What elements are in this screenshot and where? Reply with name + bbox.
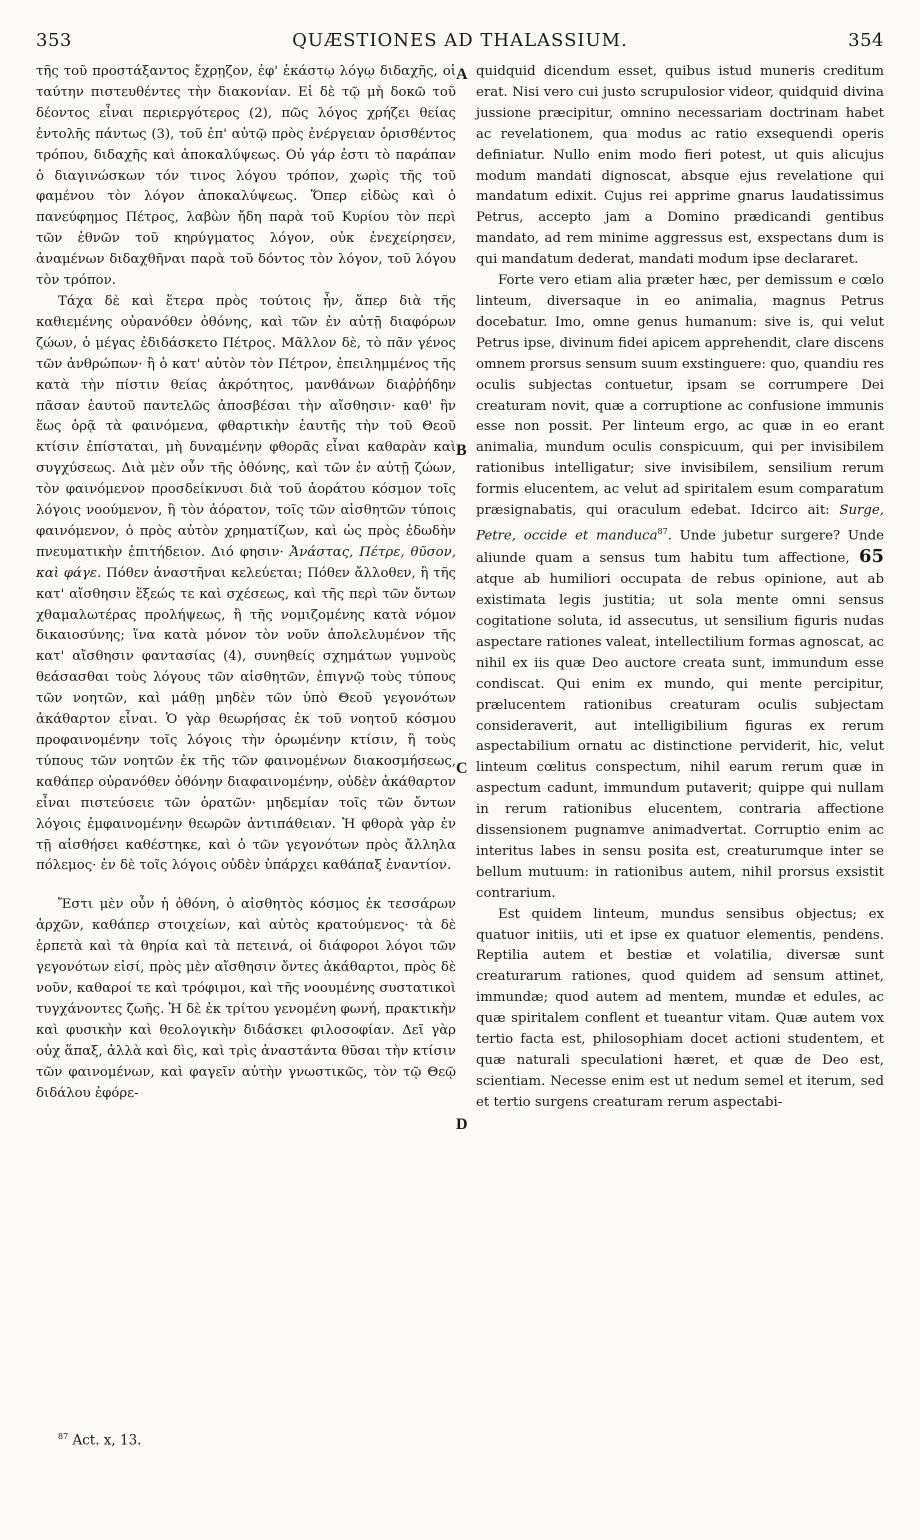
- column-number: 65: [858, 546, 884, 568]
- column-marker-d: D: [456, 1116, 468, 1133]
- running-header: [36, 30, 884, 56]
- greek-text: Πόθεν ἀναστῆναι κελεύεται; Πόθεν ἄλλοθεν, ἢ τῆς κατ' αἴσθησιν ἕξεώς τε καὶ σχέσεως, καὶ τῆς περὶ τῶν ὄντων χθαμαλωτέρας προλήψεως, ἢ τῆς νομιζομένης κατὰ νόμον δικαιοσύνης; ἵνα κατὰ μόνον τὸν νοῦν ἀπολελυμένον τῆς κατ' αἴσθησιν φαντασίας (4), συνηθείς σχημάτων γυμνοὺς θεάσασθαι τοὺς λόγους τῶν αἰσθητῶν, ἐπιγνῷ τοὺς τύπους τῶν νοητῶν, καὶ μάθῃ μηδὲν τῶν ὑπὸ Θεοῦ γεγονότων ἀκάθαρτον εἶναι. Ὁ γὰρ θεωρήσας ἐκ τοῦ νοητοῦ κόσμου προφαινομένην τοῖς λόγοις τὴν ὁρωμένην κτίσιν, ἢ τοὺς τύπους τῶν νοητῶν ἐκ τῆς τῶν φαινομένων διακοσμήσεως, καθάπερ οὐρανόθεν ὀθόνην διαφαινομένην, οὐδὲν ἀκάθαρτον εἶναι πιστεύσειε τῶν ὁρατῶν· μηδεμίαν τοῖς τῶν ὄντων λόγοις ἐμφαινομένην θεωρῶν ἀντιπάθειαν. Ἡ φθορὰ γὰρ ἐν τῇ αἰσθήσει καθέστηκε, καὶ ὁ τῶν γεγονότων πρὸς ἄλληλα πόλεμος· ἐν δὲ τοῖς λόγοις οὐδὲν ὑπάρχει καθάπαξ ἐναντίον.: [36, 565, 457, 874]
- footnote-number: 87: [58, 1432, 69, 1441]
- latin-text: Forte vero etiam alia præter hæc, per demissum e cœlo linteum, diversaque in eo animalia, magnus Petrus docebatur. Imo, omne genus humanum: sive is, qui velut Petrus ipse, divinum fidei apicem apprehendit, clare discens omnem prorsus sensum suum exstinguere: quo, quandiu res oculis subjectas contuetur, ipsam se corrumpere Dei creaturam novit, quæ a corruptione ac confusione immunis esse non possit. Per linteum ergo, ac quæ in eo erant animalia, mundum oculis conspicuum, qui per invisibilem rationibus intelligatur; sive invisibilem, sensilium rerum formis elucentem, ac velut ad spiritalem esum comparatum præsignabatis, qui oraculum edebat. Idcirco ait:: [476, 273, 884, 519]
- greek-column: [36, 62, 456, 1104]
- footnote-reference: 87: [657, 526, 668, 536]
- greek-paragraph: τῆς τοῦ προστάξαντος ἔχρῃζον, ἐφ' ἑκάστῳ λόγῳ διδαχῆς, οἱ ταύτην πιστευθέντες τὴν διακονίαν. Εἰ δὲ τῷ μὴ δοκῶ τοῦ δέοντος εἶναι περιεργότερος (2), πῶς λόγος χρήζει θείας ἐντολῆς πάντως (3), τοῦ ἐπ' αὐτῷ πρὸς ἐνέργειαν ὁρισθέντος τρόπου, διδαχῆς καὶ ἀποκαλύψεως. Οὐ γάρ ἐστι τὸ παράπαν ὁ διαγινώσκων τόν τινος λόγου τρόπον, χωρὶς τῆς τοῦ φαμένου τὸν λόγον ἀποκαλύψεως. Ὅπερ εἰδὼς καὶ ὁ πανεύφημος Πέτρος, λαβὼν ἤδη παρὰ τοῦ Κυρίου τὸν περὶ τῶν ἐθνῶν τοῦ κηρύγματος λόγον, οὐκ ἐνεχείρησεν, ἀναμένων διδαχθῆναι παρὰ τοῦ δόντος τὸν λόγον, τοῦ λόγου τὸν τρόπον.: [36, 64, 456, 289]
- footnote-text: Act. x, 13.: [72, 1432, 142, 1449]
- latin-paragraph: Est quidem linteum, mundus sensibus objectus; ex quatuor initiis, uti et ipse ex quatuor elementis, pendens. Reptilia autem et bestiæ et volatilia, diversæ sunt creaturarum rationes, quod quidem ad sensum attinet, immundæ; quod autem ad mentem, mundæ et edules, ac quæ spiritalem conflent et tueantur vitam. Quæ autem vox tertio facta est, philosophiam docet actioni studentem, et quæ naturali speculationi hæret, et quæ de Deo est, scientiam. Necesse enim est ut nedum semel et iterum, sed et tertio surgens creaturam rerum aspectabi-: [476, 906, 884, 1110]
- latin-paragraph: quidquid dicendum esset, quibus istud muneris creditum erat. Nisi vero cui justo scrupulosior videor, quidquid divina jussione præcipitur, omnino necessariam doctrinam habet ac revelationem, qua modus ac ratio exsequendi operis definiatur. Nullo enim modo fieri potest, ut quis alicujus modum mandati dignoscat, absque ejus revelatione qui mandatum edixit. Cujus rei apprime gnarus laudatissimus Petrus, accepto jam a Domino prædicandi gentibus mandato, ad rem minime aggressus est, exspectans dum is qui mandatum dederat, mandati modum ipse declararet.: [476, 64, 884, 268]
- latin-paragraph: [476, 271, 884, 905]
- greek-paragraph: [36, 292, 456, 877]
- footnote: [58, 1432, 141, 1449]
- greek-paragraph: Ἔστι μὲν οὖν ἡ ὀθόνη, ὁ αἰσθητὸς κόσμος ἐκ τεσσάρων ἀρχῶν, καθάπερ στοιχείων, καὶ αὐτὸς κρατούμενος· τὰ δὲ ἑρπετὰ καὶ τὰ θηρία καὶ τὰ πετεινά, οἱ διάφοροι λόγοι τῶν γεγονότων εἰσί, πρὸς μὲν αἴσθησιν ὄντες ἀκάθαρτοι, πρὸς δὲ νοῦν, καθαροί τε καὶ τρόφιμοι, καὶ τῆς νοουμένης συστατικοὶ τυγχάνοντες ζωῆς. Ἡ δὲ ἐκ τρίτου γενομένη φωνή, πρακτικὴν καὶ φυσικὴν καὶ θεολογικὴν διδάσκει φιλοσοφίαν. Δεῖ γὰρ οὐχ ἅπαξ, ἀλλὰ καὶ δὶς, καὶ τρὶς ἀναστάντα θῦσαι τὴν κτίσιν τῶν φαινομένων, καὶ φαγεῖν αὐτὴν γνωστικῶς, τὸν τῷ Θεῷ διδάλου ἐφόρε-: [36, 897, 456, 1101]
- column-marker-a: A: [456, 66, 468, 83]
- latin-text: . Unde jubetur surgere? Unde aliunde quam a sensus tum habitu tum affectione,: [476, 528, 884, 567]
- greek-quotation: Ἀνάστας, Πέτρε, θῦσον, καὶ φάγε.: [36, 544, 456, 581]
- left-page-number: 353: [36, 30, 72, 51]
- right-page-number: 354: [848, 30, 884, 51]
- column-marker-b: B: [456, 442, 467, 459]
- running-title: QUÆSTIONES AD THALASSIUM.: [292, 30, 628, 51]
- greek-text: Τάχα δὲ καὶ ἕτερα πρὸς τούτοις ἦν, ἅπερ διὰ τῆς καθιεμένης οὐρανόθεν ὀθόνης, καὶ τῶν ἐν αὐτῇ διαφόρων ζώων, ὁ μέγας ἐδιδάσκετο Πέτρος. Μᾶλλον δὲ, τὸ πᾶν γένος τῶν ἀνθρώπων· ἢ ὁ κατ' αὐτὸν τὸν Πέτρον, ἐπειλημμένος τῆς κατὰ τὴν πίστιν θείας ἀκρότητος, μανθάνων διαῤῥήδην πᾶσαν ἑαυτοῦ παντελῶς ἀποσβέσαι τὴν αἴσθησιν· καθ' ἣν ἕως ὁρᾷ τὰ φαινόμενα, φθαρτικὴν ἑαυτῆς τὴν τοῦ Θεοῦ κτίσιν ἐπίσταται, μὴ δυναμένην φθορᾶς εἶναι καθαρὰν καὶ συγχύσεως. Διὰ μὲν οὖν τῆς ὀθόνης, καὶ τῶν ἐν αὐτῇ ζώων, τὸν φαινόμενον προσδείκνυσι διὰ τοῦ ἀοράτου κόσμον τοῖς λόγοις νοούμενον, ἢ τὸν ἀόρατον, τοῖς τῶν αἰσθητῶν τύποις φαινόμενον, ὁ πρὸς αὐτὸν χρηματίζων, καὶ ὡς πρὸς ἐδωδὴν πνευματικὴν ἐπιτήδειον. Διό φησιν·: [36, 293, 456, 560]
- latin-text: atque ab humiliori occupata de rebus opinione, aut ab existimata legis justitia; ut sola mente omni sensus cogitatione soluta, id assecutus, ut sensilium figuris nudas aspectare rationes valeat, intellectilium formas agnoscat, ac nihil ex iis quæ Deo auctore creata sunt, immundum esse condiscat. Qui enim ex mundo, qui mente percipitur, prælucentem rationibus creaturam oculis subjectam consideraverit, aut intelligibilium figuras ex rerum aspectabilium ornatu ac distinctione perviderit, hic, velut linteum cœlitus conspectum, nihil earum rerum quæ in aspectum cadunt, immundum putaverit; quippe qui nullam in rerum rationibus elucentem, contraria affectione dissensionem pugnamve animadvertat. Corruptio enim ac interitus labes in sensu posita est, creaturumque inter se bellum mutuum: in rationibus autem, nihil prorsus exsistit contrarium.: [476, 572, 884, 901]
- latin-quotation: Surge, Petre, occide et manduca: [476, 503, 884, 544]
- latin-column: [476, 62, 884, 1114]
- column-marker-c: C: [456, 760, 468, 777]
